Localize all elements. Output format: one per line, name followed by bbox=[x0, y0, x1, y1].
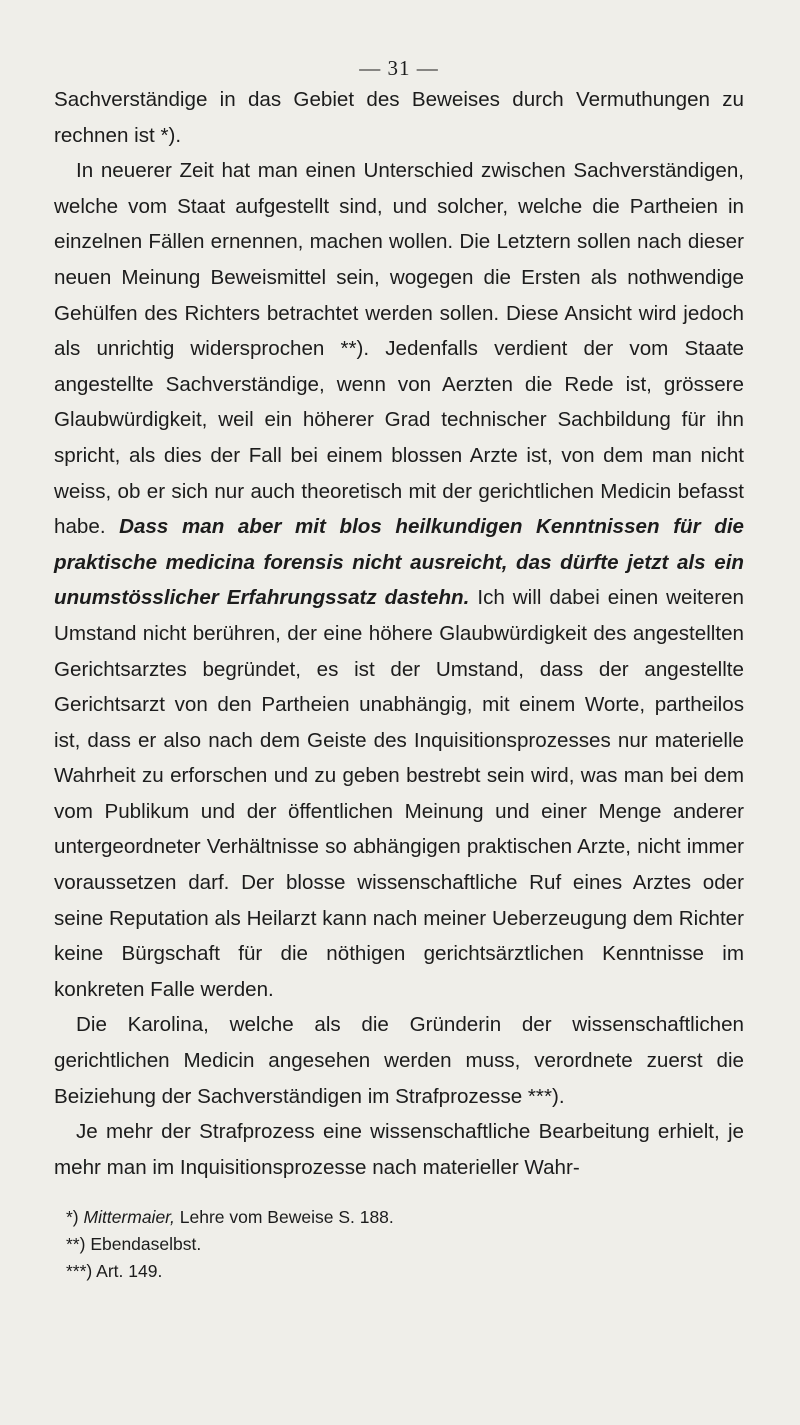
text-segment: Je mehr der Strafprozess eine wissenschaftliche Bearbeitung erhielt, je mehr man im Inquisitionsprozesse nach materieller Wahr- bbox=[54, 1120, 744, 1179]
footnote-author: Mittermaier, bbox=[83, 1207, 175, 1227]
footnote-marker: *) bbox=[66, 1207, 84, 1227]
footnote-text: Ebendaselbst. bbox=[90, 1234, 202, 1254]
page-number: — 31 — bbox=[359, 56, 439, 80]
footnote-marker: **) bbox=[66, 1234, 91, 1254]
footnote-marker: ***) bbox=[66, 1261, 97, 1281]
footnote bbox=[66, 1204, 666, 1231]
paragraph bbox=[54, 153, 744, 1007]
text-segment: In neuerer Zeit hat man einen Unterschied zwischen Sachverständigen, welche vom Staat aufgestellt sind, und solcher, welche die Partheien in einzelnen Fällen ernennen, machen wollen. Die Letztern sollen nach dieser neuen Meinung Beweismittel sein, wogegen die Ersten als nothwendige Gehülfen des Richters betrachtet werden sollen. Diese Ansicht wird jedoch als unrichtig widersprochen **). Jedenfalls verdient der vom Staate angestellte Sachverständige, wenn von Aerzten die Rede ist, grössere Glaubwürdigkeit, weil ein höherer Grad technischer Sachbildung für ihn spricht, als dies der Fall bei einem blossen Arzte ist, von dem man nicht weiss, ob er sich nur auch theoretisch mit der gerichtlichen Medicin befasst habe. bbox=[54, 159, 744, 539]
footnotes bbox=[66, 1204, 666, 1285]
footnote bbox=[66, 1231, 666, 1258]
paragraph bbox=[54, 1007, 744, 1114]
footnote-text: Art. 149. bbox=[96, 1261, 163, 1281]
emphasized-text: Dass man aber mit blos heilkundigen Kenntnissen für die praktische medicina forensis nicht ausreicht, das dürfte jetzt als ein unumstösslicher Erfahrungssatz dastehn. bbox=[54, 515, 744, 610]
text-segment: Die Karolina, welche als die Gründerin der wissenschaftlichen gerichtlichen Medicin angesehen werden muss, verordnete zuerst die Beiziehung der Sachverständigen im Strafprozesse ***). bbox=[54, 1013, 744, 1108]
body-text bbox=[54, 82, 744, 1185]
document-page bbox=[54, 0, 744, 1425]
text-segment: Ich will dabei einen weiteren Umstand nicht berühren, der eine höhere Glaubwürdigkeit des angestellten Gerichtsarztes begründet, es ist der Umstand, dass der angestellte Gerichtsarzt von den Partheien unabhängig, mit einem Worte, partheilos ist, dass er also nach dem Geiste des Inquisitionsprozesses nur materielle Wahrheit zu erforschen und zu geben bestrebt sein wird, was man bei dem vom Publikum und der öffentlichen Meinung und einer Menge anderer untergeordneter Verhältnisse so abhängigen praktischen Arzte, nicht immer voraussetzen darf. Der blosse wissenschaftliche Ruf eines Arztes oder seine Reputation als Heilarzt kann nach meiner Ueberzeugung dem Richter keine Bürgschaft für die nöthigen gerichtsärztlichen Kenntnisse im konkreten Falle werden. bbox=[54, 586, 744, 1001]
paragraph bbox=[54, 82, 744, 153]
footnote-text: Lehre vom Beweise S. 188. bbox=[174, 1207, 394, 1227]
paragraph bbox=[54, 1114, 744, 1185]
text-segment: Sachverständige in das Gebiet des Beweises durch Vermuthungen zu rechnen ist *). bbox=[54, 88, 744, 147]
footnote bbox=[66, 1258, 666, 1285]
